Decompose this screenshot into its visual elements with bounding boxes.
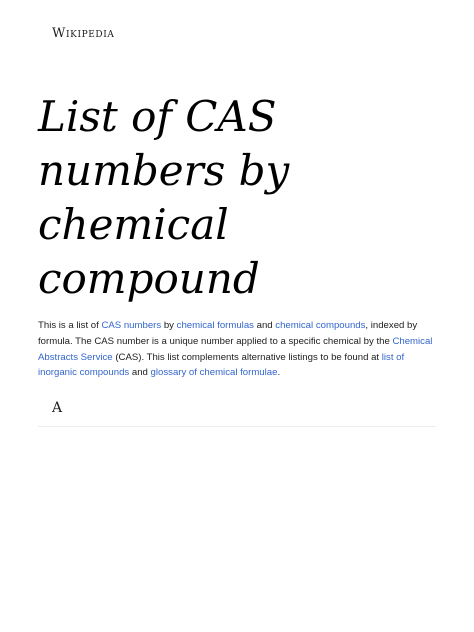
- intro-text: , indexed by formula. The CAS number is a unique number applied to a specific chemical by the: [38, 320, 418, 347]
- wikipedia-wordmark[interactable]: Wikipedia: [52, 26, 115, 41]
- chemical-formulas-link[interactable]: chemical formulas: [176, 320, 254, 331]
- chemical-compounds-link[interactable]: chemical compounds: [275, 320, 366, 331]
- section-heading-a: A: [52, 400, 63, 416]
- chemical-abstracts-service-link[interactable]: Chemical Abstracts Service: [38, 335, 433, 363]
- section-divider: [38, 426, 436, 427]
- page-title: List of CAS numbers by chemical compound: [38, 92, 290, 303]
- inorganic-compounds-link[interactable]: list of inorganic compounds: [38, 351, 405, 379]
- cas-numbers-link[interactable]: CAS numbers: [101, 320, 162, 331]
- intro-text: and: [253, 320, 276, 331]
- intro-text: and: [129, 367, 151, 379]
- intro-text: by: [161, 320, 177, 331]
- intro-text: (CAS). This list complements alternative listings to be found at: [112, 351, 382, 363]
- glossary-chemical-formulae-link[interactable]: glossary of chemical formulae: [150, 367, 278, 379]
- intro-paragraph: [38, 318, 434, 381]
- intro-text: .: [277, 367, 281, 379]
- intro-text: This is a list of: [38, 320, 102, 331]
